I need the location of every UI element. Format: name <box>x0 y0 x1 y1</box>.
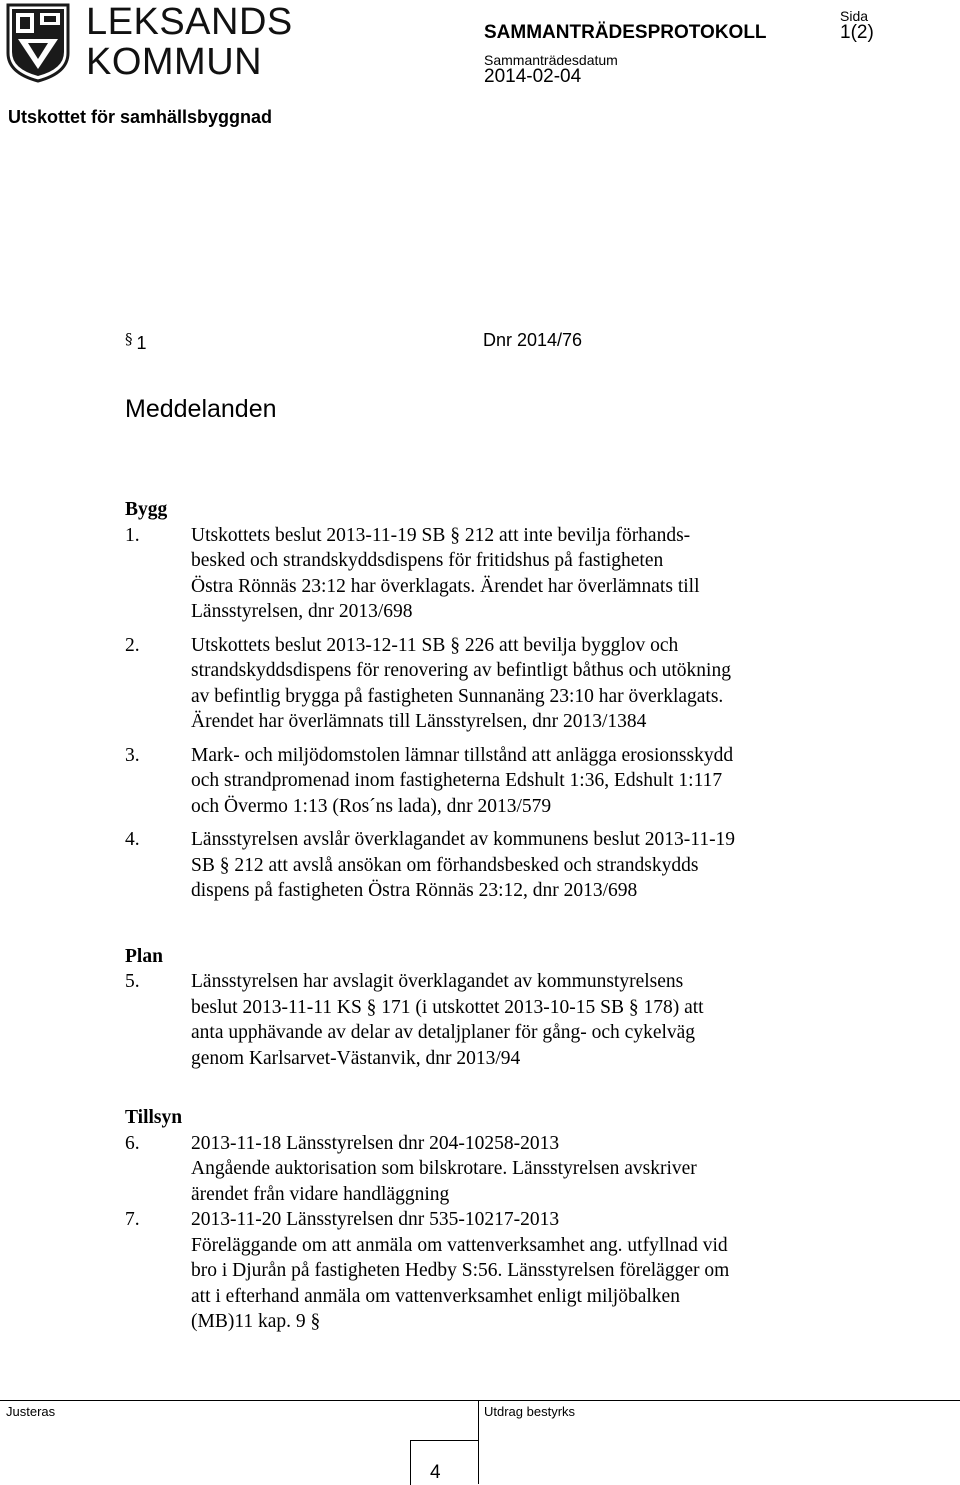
list-item <box>125 743 845 820</box>
group-heading-tillsyn: Tillsyn <box>125 1107 183 1128</box>
section-title: Meddelanden <box>125 395 277 423</box>
item-line: Östra Rönnäs 23:12 har överklagats. Ärendet har överlämnats till <box>191 575 700 597</box>
paragraph-symbol: § <box>125 330 133 348</box>
minutes-body <box>125 497 845 1335</box>
item-line: dispens på fastigheten Östra Rönnäs 23:12, dnr 2013/698 <box>191 880 638 901</box>
item-line: SB § 212 att avslå ansökan om förhandsbesked och strandskydds <box>191 854 699 876</box>
item-number: 7. <box>125 1209 140 1230</box>
case-number: Dnr 2014/76 <box>483 330 583 350</box>
group-heading-bygg: Bygg <box>125 499 168 520</box>
item-line: (MB)11 kap. 9 § <box>191 1311 321 1332</box>
item-line: Mark- och miljödomstolen lämnar tillstånd att anlägga erosionsskydd <box>191 744 734 766</box>
item-number: 4. <box>125 829 140 850</box>
item-line: av befintlig brygga på fastigheten Sunnanäng 23:10 har överklagats. <box>191 685 724 707</box>
list-item <box>125 1207 845 1335</box>
paragraph-number: 1 <box>136 333 147 353</box>
item-line: ärendet från vidare handläggning <box>191 1183 450 1205</box>
item-line: och strandpromenad inom fastigheterna Edshult 1:36, Edshult 1:117 <box>191 770 723 791</box>
list-item <box>125 827 845 904</box>
item-line: Länsstyrelsen avslår överklagandet av kommunens beslut 2013-11-19 <box>191 829 736 850</box>
item-line: Föreläggande om att anmäla om vattenverksamhet ang. utfyllnad vid <box>191 1234 728 1256</box>
logo-line-2: KOMMUN <box>86 41 263 83</box>
item-line: genom Karlsarvet-Västanvik, dnr 2013/94 <box>191 1047 521 1069</box>
committee-name: Utskottet för samhällsbyggnad <box>8 107 273 127</box>
item-number: 3. <box>125 744 140 766</box>
logo-line-1: LEKSANDS <box>86 1 293 43</box>
meeting-date: 2014-02-04 <box>484 66 582 87</box>
item-line: Ärendet har överlämnats till Länsstyrelsen, dnr 2013/1384 <box>191 711 647 732</box>
list-item <box>125 969 845 1071</box>
item-line: strandskyddsdispens för renovering av befintligt båthus och utökning <box>191 660 731 681</box>
item-line: Länsstyrelsen, dnr 2013/698 <box>191 601 413 622</box>
signature-box <box>410 1440 479 1485</box>
document-title: SAMMANTRÄDESPROTOKOLL <box>484 22 767 43</box>
group-heading-plan: Plan <box>125 945 163 967</box>
leksand-coat-of-arms-icon <box>6 3 70 83</box>
list-item <box>125 633 845 735</box>
item-line: anta upphävande av delar av detaljplaner för gång- och cykelväg <box>191 1022 696 1043</box>
item-line: besked och strandskyddsdispens för fritidshus på fastigheten <box>191 550 664 571</box>
item-line: beslut 2013-11-11 KS § 171 (i utskottet 2013-10-15 SB § 178) att <box>191 996 704 1018</box>
justeras-label: Justeras <box>6 1404 56 1419</box>
item-line: 2013-11-20 Länsstyrelsen dnr 535-10217-2013 <box>191 1209 560 1230</box>
item-number: 6. <box>125 1132 140 1154</box>
item-line: Länsstyrelsen har avslagit överklagandet av kommunstyrelsens <box>191 971 684 992</box>
item-line: att i efterhand anmäla om vattenverksamhet enligt miljöbalken <box>191 1285 680 1307</box>
page-number: 1(2) <box>840 22 874 43</box>
paragraph-marker <box>125 330 147 354</box>
meeting-date-label: Sammanträdesdatum <box>484 52 618 68</box>
footer-number: 4 <box>430 1462 441 1483</box>
item-line: och Övermo 1:13 (Ros´ns lada), dnr 2013/579 <box>191 795 552 817</box>
list-item <box>125 523 845 625</box>
list-item <box>125 1131 845 1208</box>
utdrag-label: Utdrag bestyrks <box>484 1404 576 1419</box>
item-line: 2013-11-18 Länsstyrelsen dnr 204-10258-2013 <box>191 1132 560 1154</box>
item-line: bro i Djurån på fastigheten Hedby S:56. Länsstyrelsen förelägger om <box>191 1260 730 1281</box>
item-line: Utskottets beslut 2013-12-11 SB § 226 att bevilja bygglov och <box>191 634 679 656</box>
page-label: Sida <box>840 8 869 24</box>
item-number: 1. <box>125 524 140 546</box>
logo-wordmark <box>86 2 293 82</box>
item-line: Utskottets beslut 2013-11-19 SB § 212 att inte bevilja förhands- <box>191 524 691 546</box>
justeras-box <box>0 1400 479 1484</box>
item-number: 5. <box>125 971 140 992</box>
item-line: Angående auktorisation som bilskrotare. Länsstyrelsen avskriver <box>191 1158 697 1179</box>
item-number: 2. <box>125 634 140 656</box>
